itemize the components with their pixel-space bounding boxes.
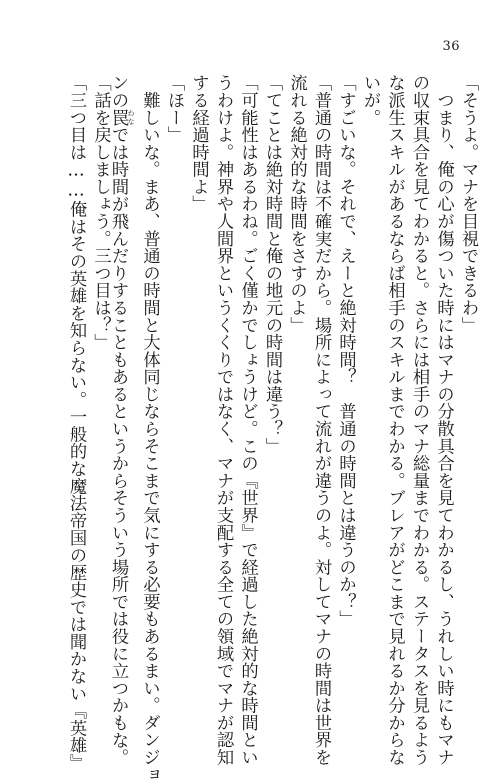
text-line: 「可能性はあるわね。ごく僅かでしょうけど。この『世界』で経過した絶対的な時間とい — [237, 74, 258, 766]
page-number: 36 — [442, 39, 460, 54]
text-line: うわけよ。神界や人間界というくくりではなく、マナが支配する全ての領域でマナが認知 — [213, 74, 233, 766]
text-line: 難しいな。まあ、普通の時間と大体同じならそこまで気にする必要もあるまい。ダンジョ — [139, 74, 160, 783]
text-line: つまり、俺の心が傷ついた時にはマナの分散具合を見てわかるし、うれしい時にもマナ — [433, 74, 454, 766]
furigana-word: 罠 わな — [108, 108, 135, 126]
text-line-with-furigana: ンの罠 わなでは時間が飛んだりすることもあるというからそういう場所では役に立つかもな。 — [108, 74, 135, 766]
text-line: いが。 — [360, 74, 380, 126]
text-line: 「話を戻しましょう。三つ目は？」 — [90, 74, 111, 351]
text-line: する経過時間よ」 — [188, 74, 209, 213]
text-line: 「普通の時間は不確実だから。場所によって流れが違うのよ。対してマナの時間は世界を — [311, 74, 331, 766]
text-line: 「てことは絶対時間と俺の地元の時間は違う？」 — [262, 74, 282, 455]
text-line: な派生スキルがあるならば相手のスキルまでわかる。ブレアがどこまで見れるか分からな — [384, 74, 405, 766]
text-line: 「三つ目は……俺はその英雄を知らない。一般的な魔法帝国の歴史では聞かない『英雄』 — [66, 74, 86, 772]
text-line: 「そうよ。マナを目視できるわ」 — [458, 74, 478, 334]
vertical-text-block — [62, 74, 479, 783]
text-line: 流れる絶対的な時間をさすのよ」 — [286, 74, 307, 334]
text-line: 「すごいな。それで、えーと絶対時間？ 普通の時間とは違うのか？」 — [335, 74, 356, 628]
text-line: 「ほー」 — [164, 74, 184, 144]
text-line: の収束具合を見てわかると。さらには相手のマナ総量までわかる。ステータスを見るよう — [409, 74, 429, 766]
furigana-reading: わな — [127, 108, 135, 126]
